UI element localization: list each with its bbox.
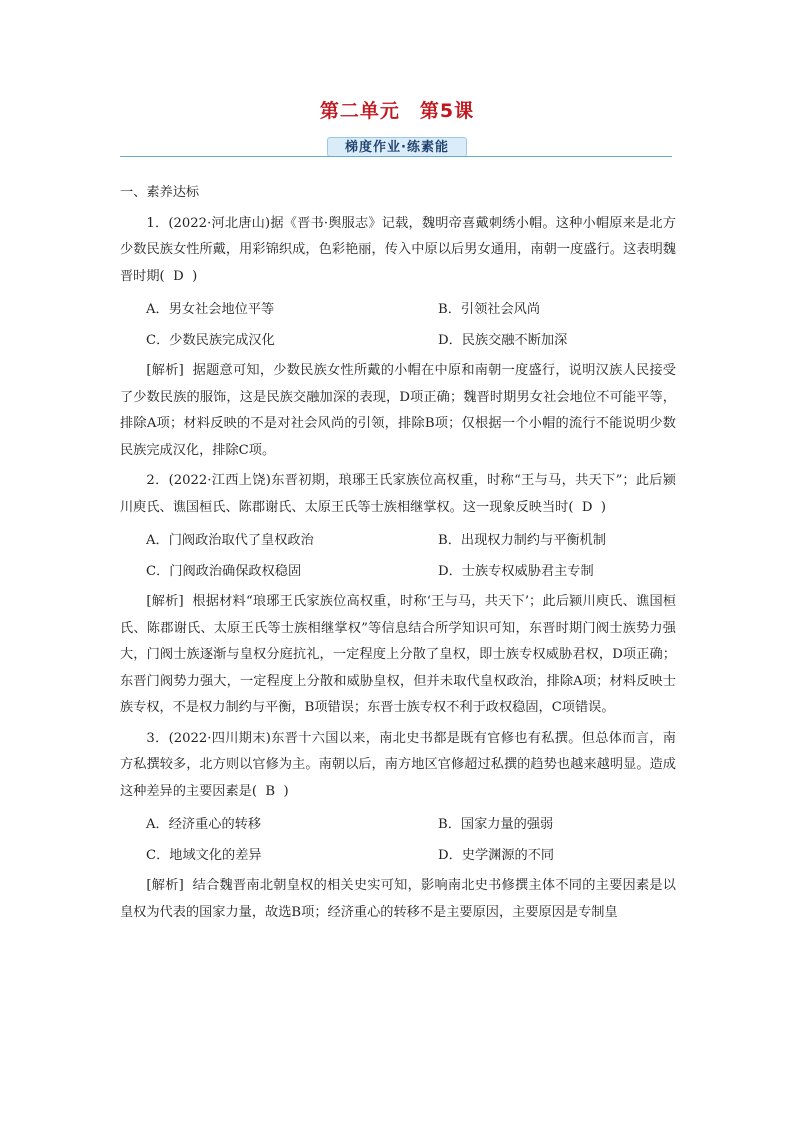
option-b: B．出现权力制约与平衡机制 — [438, 533, 606, 548]
option-list — [120, 809, 676, 871]
question-paren-close: ) — [192, 268, 198, 284]
document-body — [120, 180, 676, 926]
option-b: B．引领社会风尚 — [438, 302, 541, 317]
analysis-tag: [解析] — [146, 363, 184, 378]
question-1 — [120, 211, 676, 465]
question-stem-text: 1．(2022·河北唐山)据《晋书·舆服志》记载，魏明帝喜戴刺绣小帽。这种小帽原来是北方少数民族女性所戴，用彩锦织成，色彩艳丽，传入中原以后男女通用，南朝一度盛行。这表明魏晋时期( — [120, 215, 676, 284]
page-title: 第二单元 第5课 — [319, 100, 475, 122]
option-a: A．男女社会地位平等 — [146, 302, 275, 317]
option-b: B．国家力量的强弱 — [438, 817, 554, 832]
question-answer: B — [265, 783, 276, 799]
header-divider — [120, 156, 672, 157]
option-a: A．经济重心的转移 — [146, 817, 262, 832]
analysis-text: 根据材料“琅琊王氏家族位高权重，时称‘王与马，共天下’；此后颍川庾氏、谯国桓氏、陈郡谢氏、太原王氏等士族相继掌权”等信息结合所学知识可知，东晋时期门阀士族势力强大，门阀士族逐渐与皇权分庭抗礼，一定程度上分散了皇权，即士族专权威胁君权，D项正确；东晋门阀势力强大，一定程度上分散和威胁皇权，但并未取代皇权政治，排除A项；材料反映士族专权，不是权力制约与平衡，B项错误；东晋士族专权不利于政权稳固，C项错误。 — [120, 594, 677, 715]
analysis-text: 结合魏晋南北朝皇权的相关史实可知，影响南北史书修撰主体不同的主要因素是以皇权为代表的国家力量，故选B项；经济重心的转移不是主要原因，主要原因是专制皇 — [120, 878, 676, 920]
analysis-tag: [解析] — [146, 594, 184, 609]
question-stem — [120, 468, 676, 521]
option-list — [120, 525, 676, 587]
option-c: C．少数民族完成汉化 — [146, 333, 275, 348]
question-stem — [120, 726, 676, 806]
option-d: D．史学渊源的不同 — [438, 848, 555, 863]
question-answer: D — [173, 268, 184, 284]
question-2 — [120, 468, 676, 722]
question-stem — [120, 211, 676, 291]
question-paren-close: ) — [283, 783, 289, 799]
question-stem-text: 2．(2022·江西上饶)东晋初期，琅琊王氏家族位高权重，时称“王与马，共天下”；此后颍川庾氏、谯国桓氏、陈郡谢氏、太原王氏等士族相继掌权。这一现象反映当时( — [120, 473, 676, 515]
analysis-text: 据题意可知，少数民族女性所戴的小帽在中原和南朝一度盛行，说明汉族人民接受了少数民族的服饰，这是民族交融加深的表现，D项正确；魏晋时期男女社会地位不可能平等，排除A项；材料反映的不是对社会风尚的引领，排除B项；仅根据一个小帽的流行不能说明少数民族完成汉化，排除C项。 — [120, 363, 676, 458]
option-d: D．士族专权威胁君主专制 — [438, 564, 594, 579]
question-paren-close: ) — [600, 499, 607, 515]
option-a: A．门阀政治取代了皇权政治 — [146, 533, 314, 548]
option-c: C．门阀政治确保政权稳固 — [146, 564, 302, 579]
option-d: D．民族交融不断加深 — [438, 333, 568, 348]
option-c: C．地域文化的差异 — [146, 848, 262, 863]
section-banner: 梯度作业·练素能 — [327, 137, 467, 157]
option-list — [120, 294, 676, 356]
section-heading: 一、素养达标 — [120, 185, 200, 200]
question-3 — [120, 726, 676, 927]
question-stem-text: 3．(2022·四川期末)东晋十六国以来，南北史书都是既有官修也有私撰。但总体而言，南方私撰较多，北方则以官修为主。南朝以后，南方地区官修超过私撰的趋势也越来越明显。造成这种差异的主要因素是( — [120, 730, 676, 799]
analysis — [120, 589, 676, 722]
analysis — [120, 358, 676, 464]
analysis — [120, 873, 676, 926]
analysis-tag: [解析] — [146, 878, 184, 893]
question-answer: D — [581, 499, 593, 515]
